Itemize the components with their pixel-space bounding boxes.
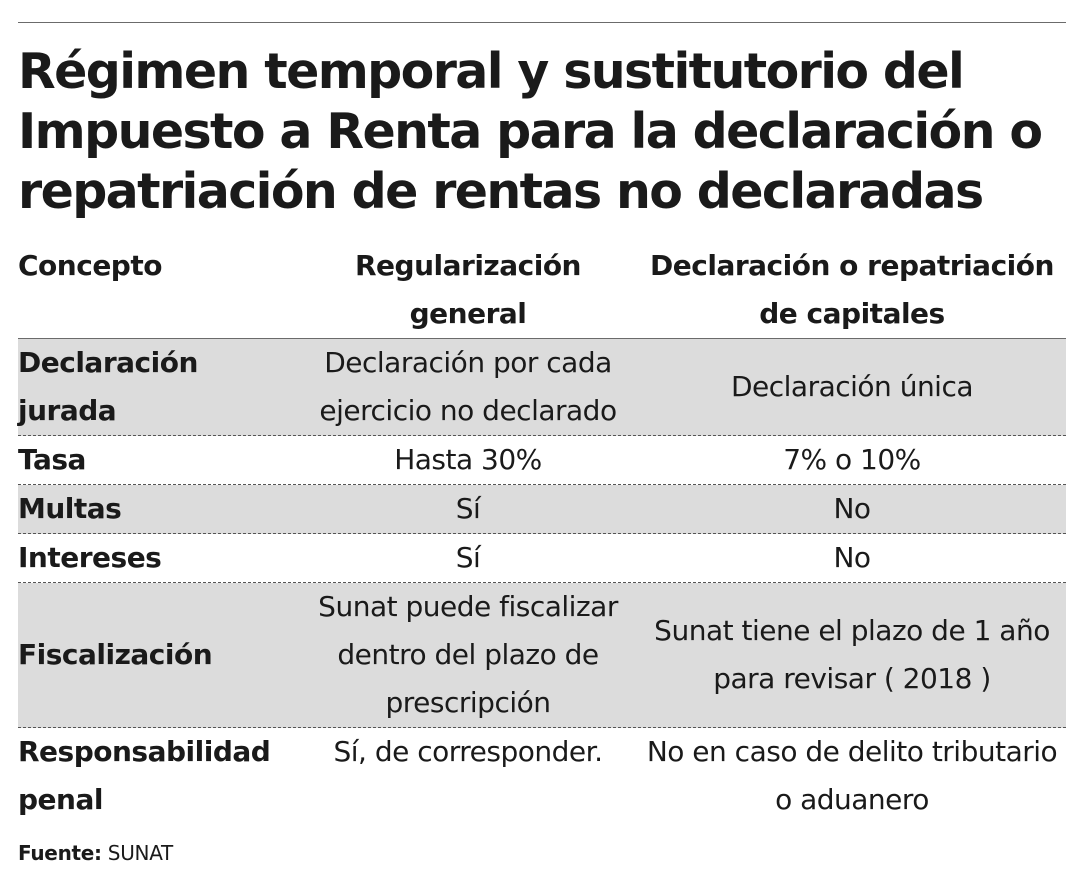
table-row: [18, 339, 1066, 436]
header-concepto: Concepto: [18, 249, 162, 282]
top-rule: [18, 22, 1066, 23]
header-regularizacion-general: Regularización general: [355, 249, 581, 330]
source-value: SUNAT: [107, 841, 173, 865]
cell-repatriacion: Sunat tiene el plazo de 1 año para revisar ( 2018 ): [654, 614, 1050, 695]
header-repatriacion-capitales: Declaración o repatriación de capitales: [650, 249, 1054, 330]
cell-general: Hasta 30%: [394, 443, 542, 476]
table-header-row: [18, 242, 1066, 339]
cell-repatriacion: No: [833, 541, 871, 574]
row-label: Fiscalización: [18, 638, 213, 671]
cell-general: Declaración por cada ejercicio no declarado: [319, 346, 617, 427]
row-label: Multas: [18, 492, 122, 525]
row-label: Tasa: [18, 443, 86, 476]
cell-general: Sí: [455, 541, 481, 574]
infographic-title: Régimen temporal y sustitutorio del Impuesto a Renta para la declaración o repatriación de rentas no declaradas: [18, 43, 1042, 220]
row-label: Intereses: [18, 541, 162, 574]
cell-repatriacion: Declaración única: [730, 370, 974, 403]
cell-general: Sí: [455, 492, 481, 525]
comparison-table: [18, 242, 1066, 824]
table-row: [18, 583, 1066, 728]
row-label: Responsabilidad penal: [18, 735, 271, 816]
cell-general: Sunat puede fiscalizar dentro del plazo de prescripción: [318, 590, 618, 719]
cell-repatriacion: No: [833, 492, 871, 525]
source-note: [18, 838, 173, 868]
table-row: [18, 728, 1066, 824]
cell-general: Sí, de corresponder.: [333, 735, 603, 768]
cell-repatriacion: 7% o 10%: [783, 443, 921, 476]
source-label: Fuente:: [18, 841, 102, 865]
table-row: [18, 436, 1066, 485]
table-row: [18, 534, 1066, 583]
cell-repatriacion: No en caso de delito tributario o aduanero: [646, 735, 1058, 816]
row-label: Declaración jurada: [18, 346, 198, 427]
table-row: [18, 485, 1066, 534]
